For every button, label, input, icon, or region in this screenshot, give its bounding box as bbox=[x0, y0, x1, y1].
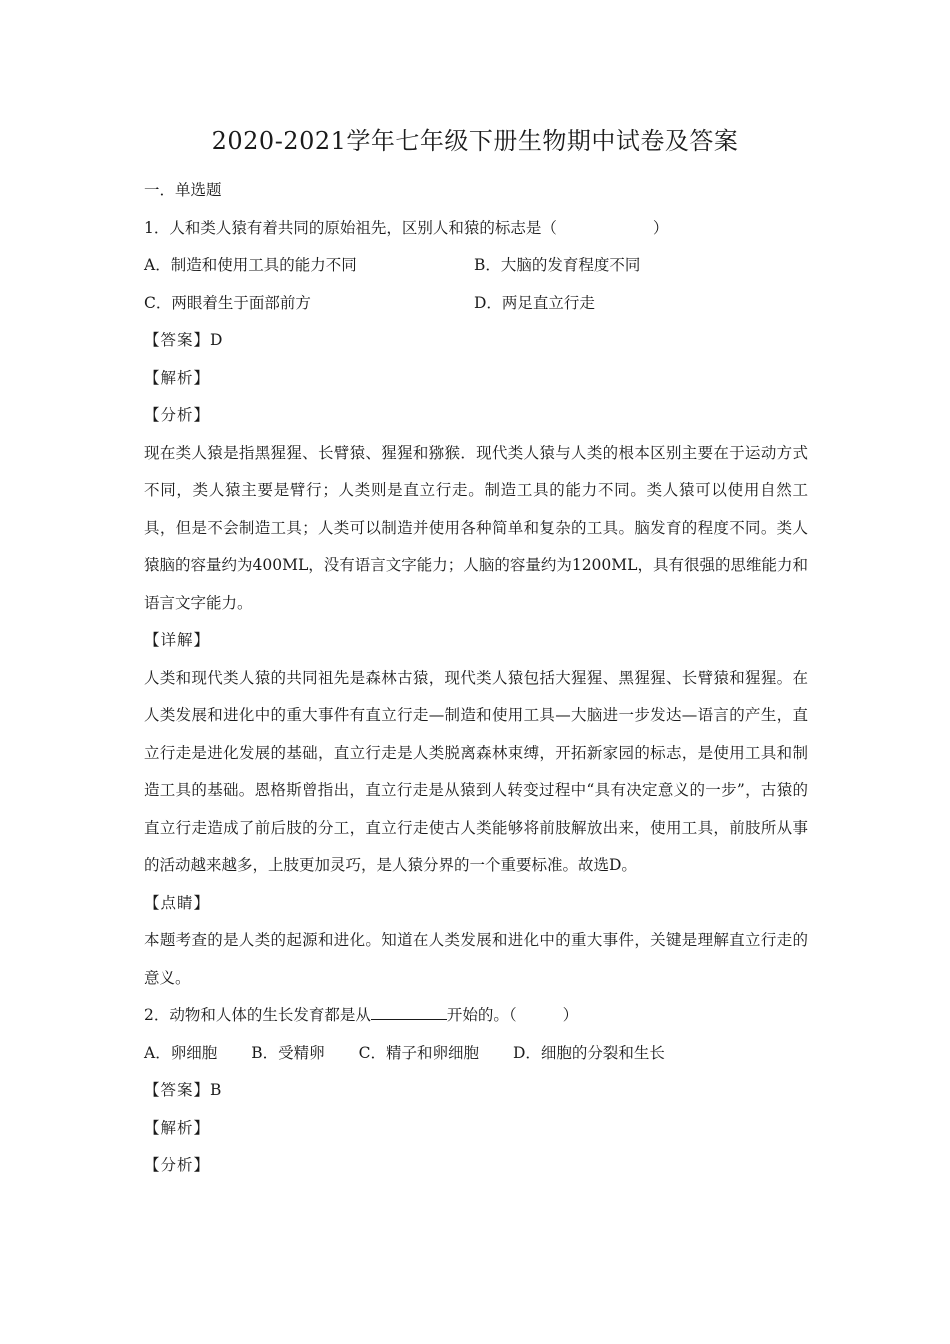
question-2-analysis-tag: 【分析】 bbox=[144, 1156, 211, 1174]
question-1-options-row-1 bbox=[144, 247, 808, 285]
question-1-comment: 本题考查的是人类的起源和进化。知道在人类发展和进化中的重大事件，关键是理解直立行走的意义。 bbox=[144, 931, 808, 987]
page-title: 2020-2021学年七年级下册生物期中试卷及答案 bbox=[211, 127, 739, 155]
question-1-option-c: C．两眼着生于面部前方 bbox=[144, 293, 311, 312]
question-2-option-d: D．细胞的分裂和生长 bbox=[512, 1043, 665, 1062]
question-1-explain-tag: 【解析】 bbox=[144, 368, 211, 387]
document-body bbox=[144, 172, 808, 1185]
question-1-option-b: B．大脑的发育程度不同 bbox=[474, 256, 641, 274]
question-2-explain-tag: 【解析】 bbox=[144, 1118, 211, 1137]
section-heading: 一．单选题 bbox=[144, 181, 222, 199]
question-1-stem: 1．人和类人猿有着共同的原始祖先，区别人和猿的标志是（ ） bbox=[144, 218, 669, 237]
question-2-options bbox=[144, 1035, 808, 1073]
question-1-detail: 人类和现代类人猿的共同祖先是森林古猿，现代类人猿包括大猩猩、黑猩猩、长臂猿和猩猩。在人类发展和进化中的重大事件有直立行走—制造和使用工具—大脑进一步发达—语言的产生，直立行走是进化发展的基础，直立行走是人类脱离森林束缚，开拓新家园的标志，是使用工具和制造工具的基础。恩格斯曾指出，直立行走是从猿到人转变过程中“具有决定意义的一步”，古猿的直立行走造成了前后肢的分工，直立行走使古人类能够将前肢解放出来，使用工具，前肢所从事的活动越来越多，上肢更加灵巧，是人猿分界的一个重要标准。故选D。 bbox=[144, 668, 808, 874]
question-1-analysis-tag: 【分析】 bbox=[144, 406, 211, 424]
question-1-analysis: 现在类人猿是指黑猩猩、长臂猿、猩猩和猕猴．现代类人猿与人类的根本区别主要在于运动方式不同，类人猿主要是臂行；人类则是直立行走。制造工具的能力不同。类人猿可以使用自然工具，但是不会制造工具；人类可以制造并使用各种简单和复杂的工具。脑发育的程度不同。类人猿脑的容量约为400ML，没有语言文字能力；人脑的容量约为1200ML，具有很强的思维能力和语言文字能力。 bbox=[144, 443, 808, 612]
question-1-option-d: D．两足直立行走 bbox=[474, 293, 595, 312]
question-1-options-row-2 bbox=[144, 285, 808, 323]
question-2-option-c: C．精子和卵细胞 bbox=[358, 1043, 479, 1062]
question-2-answer: 【答案】B bbox=[144, 1081, 223, 1099]
answer-blank bbox=[371, 1005, 447, 1020]
question-2-option-b: B．受精卵 bbox=[251, 1043, 325, 1062]
question-1-detail-tag: 【详解】 bbox=[144, 631, 211, 649]
question-1-comment-tag: 【点睛】 bbox=[144, 893, 211, 912]
question-1-option-a: A．制造和使用工具的能力不同 bbox=[144, 256, 357, 274]
question-2-option-a: A．卵细胞 bbox=[144, 1043, 218, 1062]
question-1-answer: 【答案】D bbox=[144, 331, 224, 349]
question-2-stem: 2．动物和人体的生长发育都是从 开始的。（ ） bbox=[144, 1006, 579, 1024]
